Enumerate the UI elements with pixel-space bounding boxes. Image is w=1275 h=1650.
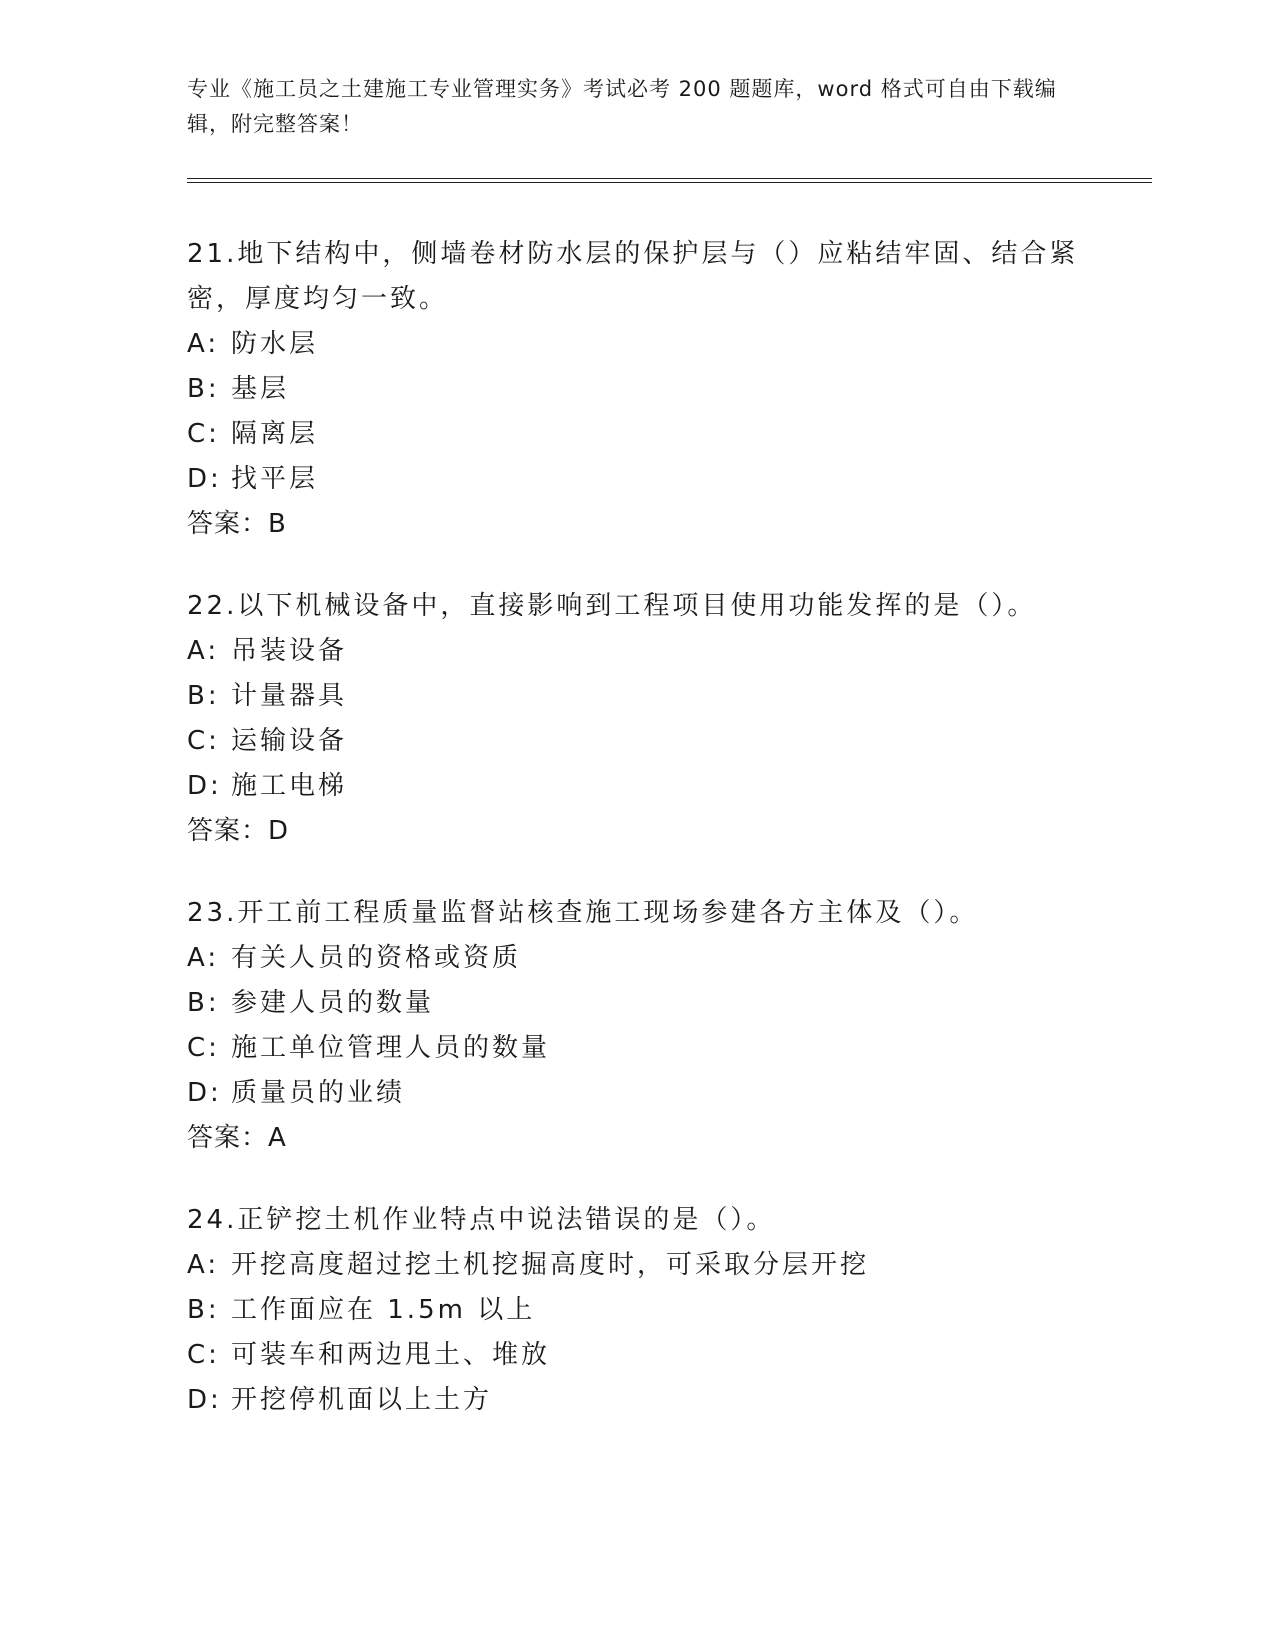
option-c	[187, 719, 1087, 764]
option-text: 吊装设备	[231, 636, 348, 666]
option-a	[187, 936, 1087, 981]
option-text: 施工单位管理人员的数量	[231, 1033, 551, 1063]
option-d	[187, 764, 1087, 809]
option-c	[187, 1026, 1087, 1071]
question-list	[187, 232, 1087, 1460]
option-text: 参建人员的数量	[231, 988, 435, 1018]
question-stem: 22.以下机械设备中，直接影响到工程项目使用功能发挥的是（）。	[187, 591, 1037, 621]
question-23	[187, 891, 1087, 1161]
option-letter: D:	[187, 1385, 222, 1415]
option-b	[187, 981, 1087, 1026]
option-a	[187, 629, 1087, 674]
answer-line: 答案：B	[187, 509, 287, 539]
option-letter: C:	[187, 419, 220, 449]
option-letter: B:	[187, 988, 220, 1018]
option-letter: C:	[187, 1033, 220, 1063]
option-text: 质量员的业绩	[231, 1078, 406, 1108]
option-d	[187, 1071, 1087, 1116]
option-letter: A:	[187, 943, 220, 973]
option-letter: C:	[187, 1340, 220, 1370]
question-22	[187, 584, 1087, 854]
option-text: 隔离层	[231, 419, 319, 449]
option-b	[187, 367, 1087, 412]
header-divider	[187, 178, 1152, 183]
option-d	[187, 1378, 1087, 1423]
question-stem: 24.正铲挖土机作业特点中说法错误的是（）。	[187, 1205, 776, 1235]
option-a	[187, 322, 1087, 367]
option-text: 找平层	[231, 464, 319, 494]
option-text: 工作面应在 1.5m 以上	[231, 1295, 536, 1325]
option-text: 运输设备	[231, 726, 348, 756]
header-text: 专业《施工员之土建施工专业管理实务》考试必考 200 题题库，word 格式可自由下载编辑，附完整答案！	[187, 77, 1057, 136]
option-text: 开挖停机面以上土方	[231, 1385, 493, 1415]
option-letter: D:	[187, 464, 222, 494]
question-24	[187, 1198, 1087, 1423]
question-stem: 23.开工前工程质量监督站核查施工现场参建各方主体及（）。	[187, 898, 979, 928]
option-letter: A:	[187, 329, 220, 359]
option-c	[187, 1333, 1087, 1378]
option-text: 有关人员的资格或资质	[231, 943, 522, 973]
option-a	[187, 1243, 1087, 1288]
option-text: 可装车和两边甩土、堆放	[231, 1340, 551, 1370]
answer-line: 答案：D	[187, 816, 290, 846]
option-letter: B:	[187, 681, 220, 711]
question-21	[187, 232, 1087, 547]
option-text: 计量器具	[231, 681, 348, 711]
question-stem: 21.地下结构中，侧墙卷材防水层的保护层与（）应粘结牢固、结合紧密，厚度均匀一致。	[187, 239, 1079, 314]
option-letter: C:	[187, 726, 220, 756]
option-c	[187, 412, 1087, 457]
option-text: 基层	[231, 374, 290, 404]
option-text: 开挖高度超过挖土机挖掘高度时，可采取分层开挖	[231, 1250, 870, 1280]
divider-line-top	[187, 178, 1152, 179]
option-letter: A:	[187, 1250, 220, 1280]
option-text: 防水层	[231, 329, 319, 359]
option-b	[187, 674, 1087, 719]
option-letter: B:	[187, 1295, 220, 1325]
option-letter: D:	[187, 771, 222, 801]
option-b	[187, 1288, 1087, 1333]
divider-line-bottom	[187, 182, 1152, 183]
option-letter: B:	[187, 374, 220, 404]
option-text: 施工电梯	[231, 771, 348, 801]
option-letter: A:	[187, 636, 220, 666]
option-d	[187, 457, 1087, 502]
option-letter: D:	[187, 1078, 222, 1108]
document-header	[187, 72, 1067, 142]
answer-line: 答案：A	[187, 1123, 287, 1153]
